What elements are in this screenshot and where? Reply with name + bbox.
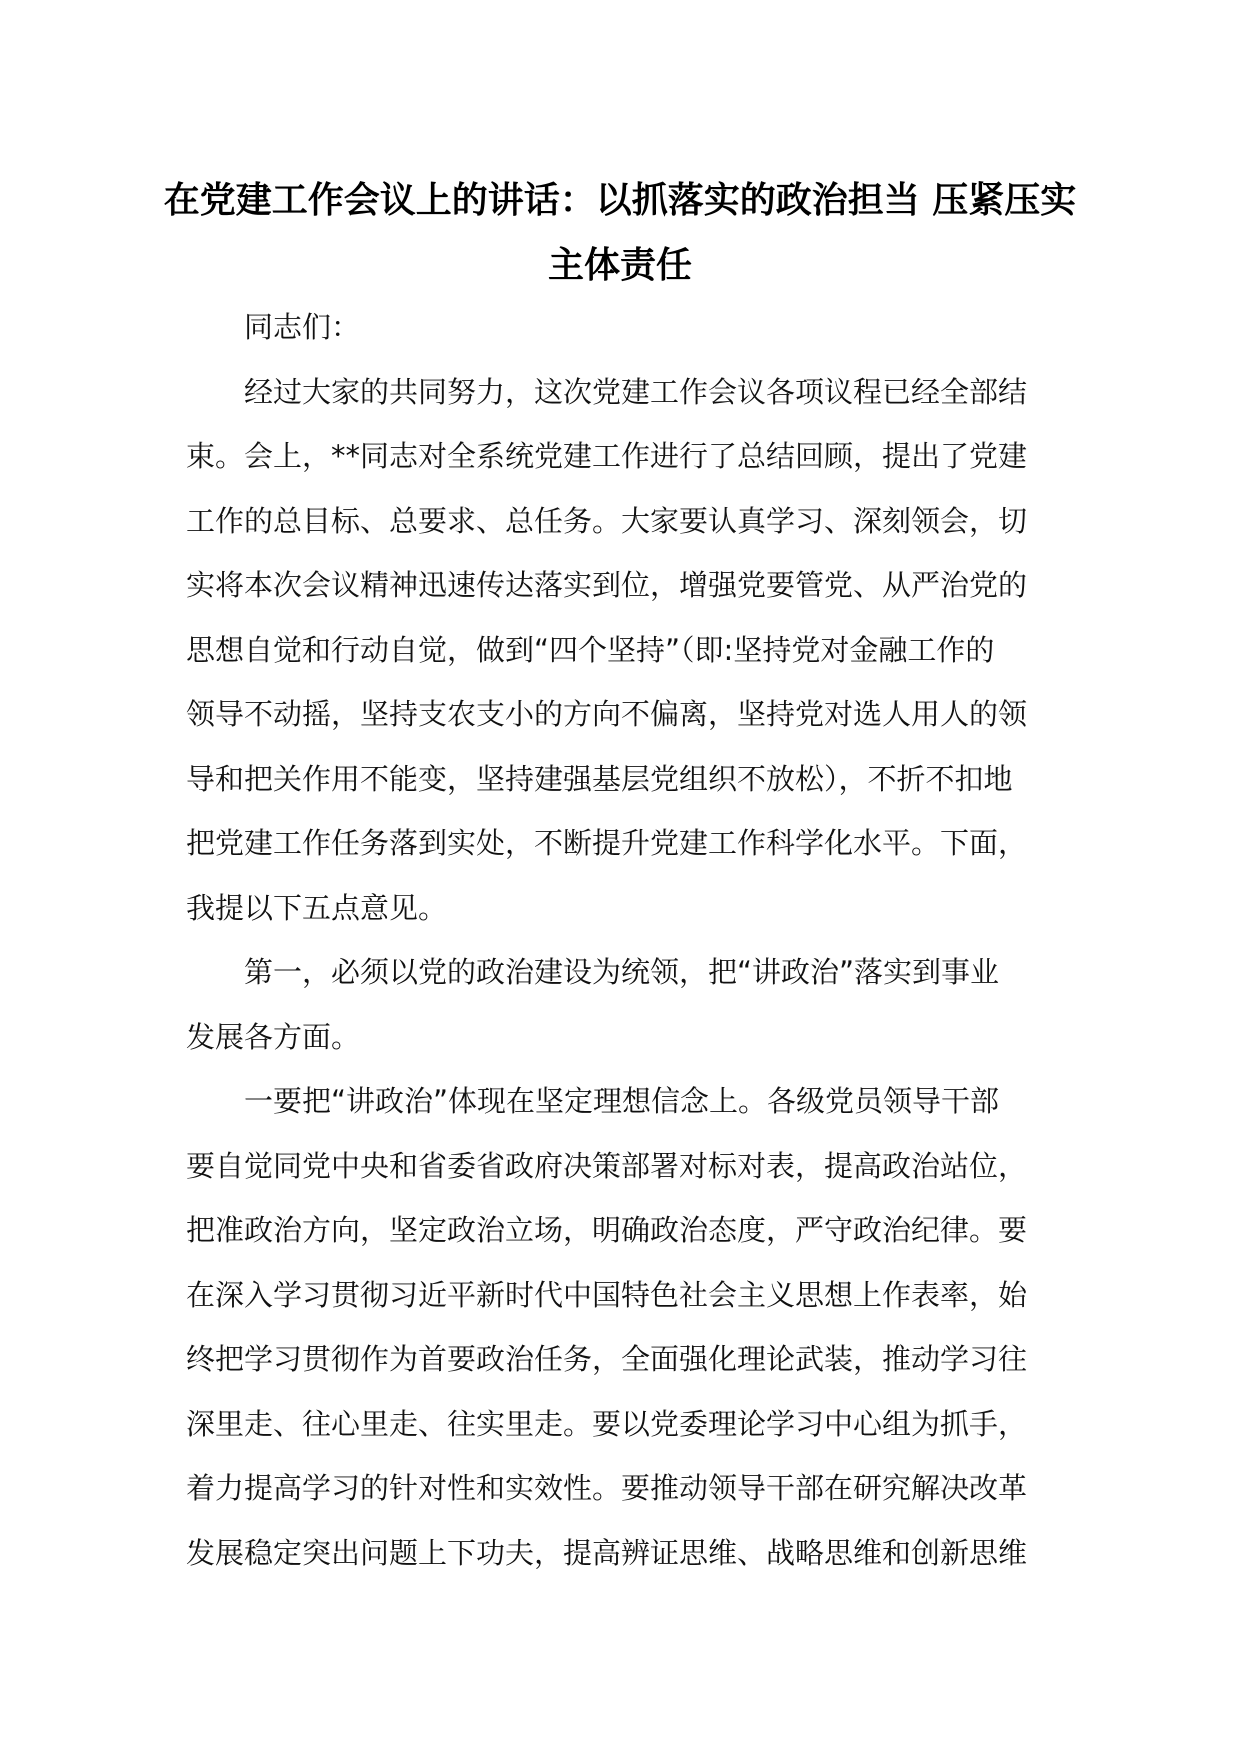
paragraph-line: 工作的总目标、总要求、总任务。大家要认真学习、深刻领会，切 — [186, 503, 1028, 538]
paragraph-point-one — [186, 1069, 1056, 1585]
paragraph-line: 把党建工作任务落到实处，不断提升党建工作科学化水平。下面， — [186, 826, 1028, 860]
paragraph-line: 一要把“讲政治”体现在坚定理想信念上。各级党员领导干部 — [244, 1084, 1000, 1118]
paragraph-line: 实将本次会议精神迅速传达落实到位，增强党要管党、从严治党的 — [186, 568, 1028, 602]
salutation: 同志们： — [244, 310, 361, 344]
paragraph-line: 第一，必须以党的政治建设为统领，把“讲政治”落实到事业 — [244, 955, 1000, 989]
title-line-2: 主体责任 — [547, 245, 692, 286]
paragraph-line: 束。会上，**同志对全系统党建工作进行了总结回顾，提出了党建 — [186, 439, 1028, 473]
paragraph-line: 领导不动摇，坚持支农支小的方向不偏离，坚持党对选人用人的领 — [186, 697, 1028, 731]
paragraph-section-one-heading — [186, 940, 1056, 1069]
paragraph-line: 发展各方面。 — [186, 1019, 361, 1054]
paragraph-line: 我提以下五点意见。 — [186, 890, 448, 925]
paragraph-line: 深里走、往心里走、往实里走。要以党委理论学习中心组为抓手， — [186, 1406, 1028, 1441]
document-title — [150, 168, 1090, 298]
paragraph-line: 导和把关作用不能变，坚持建强基层党组织不放松），不折不扣地 — [186, 761, 1013, 796]
paragraph-line: 把准政治方向，坚定政治立场，明确政治态度，严守政治纪律。要 — [186, 1213, 1028, 1247]
paragraph-line: 发展稳定突出问题上下功夫，提高辨证思维、战略思维和创新思维 — [186, 1535, 1028, 1570]
paragraph-line: 要自觉同党中央和省委省政府决策部署对标对表，提高政治站位， — [186, 1148, 1028, 1183]
paragraph-line: 思想自觉和行动自觉，做到“四个坚持”（即:坚持党对金融工作的 — [186, 632, 995, 667]
title-line-1: 在党建工作会议上的讲话：以抓落实的政治担当 压紧压实 — [163, 180, 1077, 221]
paragraph-line: 着力提高学习的针对性和实效性。要推动领导干部在研究解决改革 — [186, 1471, 1028, 1505]
paragraph-line: 终把学习贯彻作为首要政治任务，全面强化理论武装，推动学习往 — [186, 1342, 1028, 1376]
paragraph-line: 在深入学习贯彻习近平新时代中国特色社会主义思想上作表率，始 — [186, 1277, 1028, 1312]
paragraph-opening — [186, 360, 1056, 941]
paragraph-line: 经过大家的共同努力，这次党建工作会议各项议程已经全部结 — [244, 374, 1028, 409]
document-body — [186, 295, 1056, 1585]
